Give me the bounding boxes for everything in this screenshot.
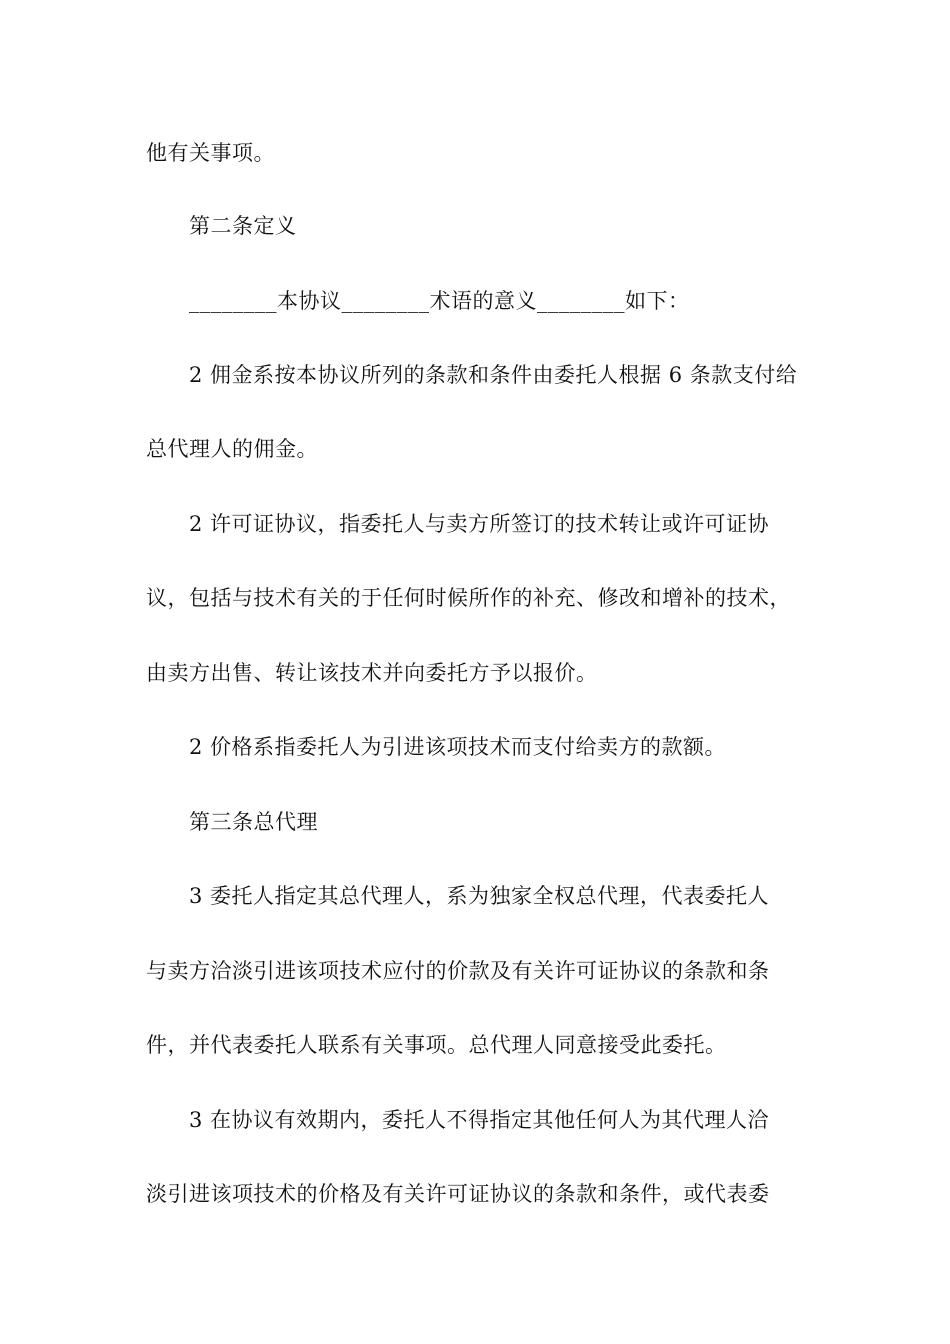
section-heading: 第二条定义: [189, 214, 297, 238]
text-line: 淡引进该项技术的价格及有关许可证协议的条款和条件，或代表委: [146, 1182, 770, 1206]
text-line: 件，并代表委托人联系有关事项。总代理人同意接受此委托。: [146, 1033, 727, 1057]
paragraph-start: 3 在协议有效期内，委托人不得指定其他任何人为其代理人洽: [189, 1108, 770, 1132]
text-line: 他有关事项。: [146, 141, 275, 165]
paragraph-start: 2 价格系指委托人为引进该项技术而支付给卖方的款额。: [189, 735, 727, 759]
paragraph-start: 3 委托人指定其总代理人，系为独家全权总代理，代表委托人: [189, 884, 770, 908]
text-line: ________本协议________术语的意义________如下：: [189, 289, 690, 313]
text-line: 议，包括与技术有关的于任何时候所作的补充、修改和增补的技术，: [146, 586, 791, 610]
text-line: 与卖方洽淡引进该项技术应付的价款及有关许可证协议的条款和条: [146, 959, 770, 983]
paragraph-start: 2 许可证协议，指委托人与卖方所签订的技术转让或许可证协: [189, 512, 770, 536]
text-line: 由卖方出售、转让该技术并向委托方予以报价。: [146, 661, 598, 685]
paragraph-start: 2 佣金系按本协议所列的条款和条件由委托人根据 6 条款支付给: [189, 363, 798, 387]
text-line: 总代理人的佣金。: [146, 437, 318, 461]
section-heading: 第三条总代理: [189, 810, 318, 834]
